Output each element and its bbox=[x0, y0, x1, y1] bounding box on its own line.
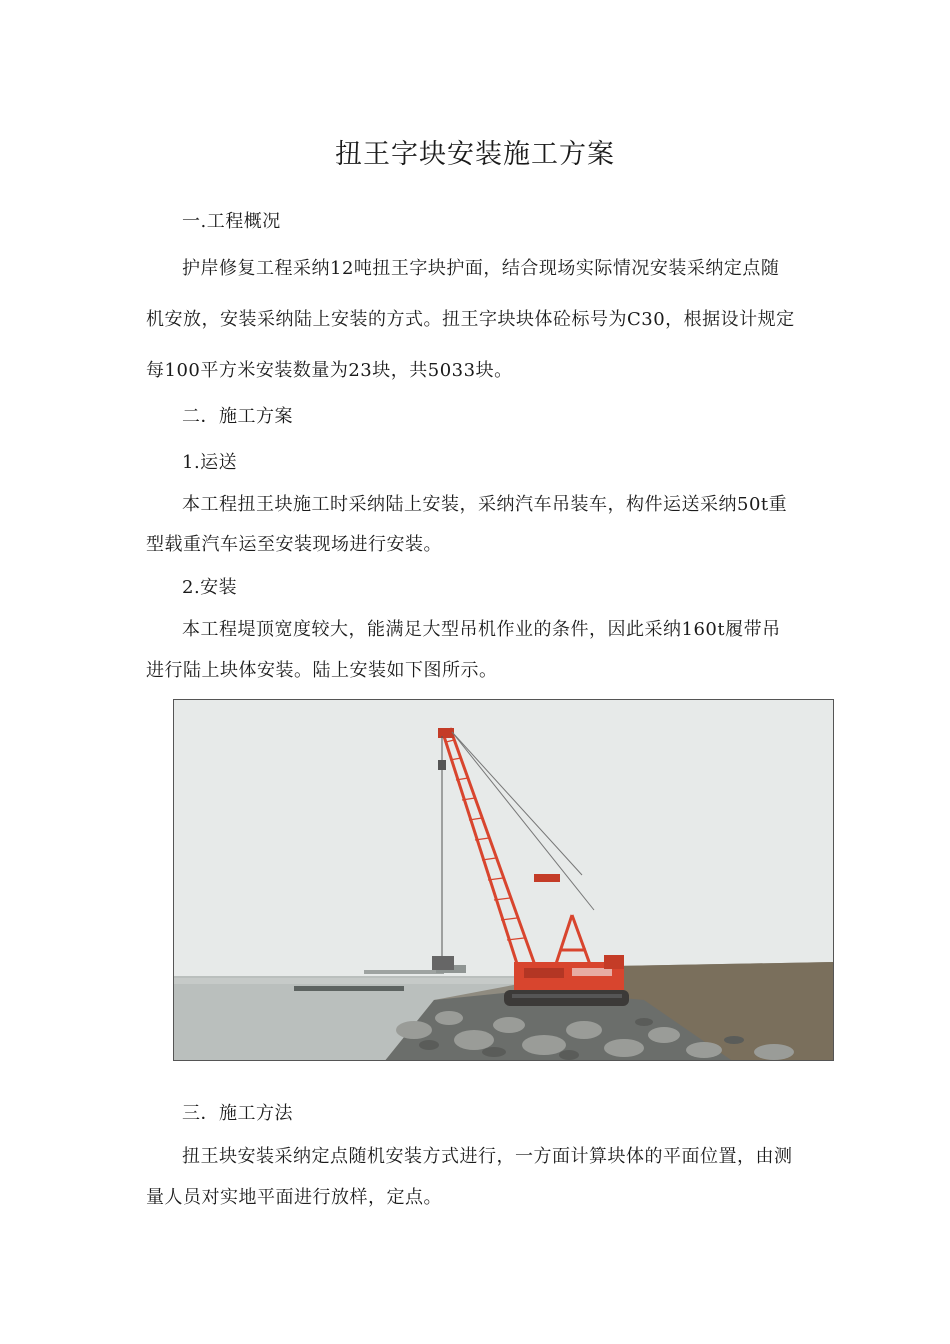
paragraph-line: 机安放，安装采纳陆上安装的方式。扭王字块块体砼标号为C30，根据设计规定 bbox=[146, 309, 795, 330]
paragraph-line: 护岸修复工程采纳12吨扭王字块护面，结合现场实际情况安装采纳定点随 bbox=[182, 258, 780, 279]
paragraph-line: 扭王块安装采纳定点随机安装方式进行，一方面计算块体的平面位置，由测 bbox=[182, 1146, 793, 1167]
subsection-transport-heading: 1.运送 bbox=[182, 452, 238, 473]
paragraph-line: 量人员对实地平面进行放样，定点。 bbox=[146, 1187, 442, 1208]
paragraph-line: 型载重汽车运至安装现场进行安装。 bbox=[146, 534, 442, 555]
section-2-heading: 二．施工方案 bbox=[182, 406, 293, 427]
paragraph-line: 进行陆上块体安装。陆上安装如下图所示。 bbox=[146, 660, 498, 681]
section-1-heading: 一.工程概况 bbox=[182, 211, 281, 232]
paragraph-line: 每100平方米安装数量为23块，共5033块。 bbox=[146, 360, 513, 381]
paragraph-line: 本工程扭王块施工时采纳陆上安装，采纳汽车吊装车，构件运送采纳50t重 bbox=[182, 494, 788, 515]
subsection-install-heading: 2.安装 bbox=[182, 577, 238, 598]
crane-photo bbox=[173, 699, 834, 1061]
section-3-heading: 三．施工方法 bbox=[182, 1103, 293, 1124]
page-title: 扭王字块安装施工方案 bbox=[335, 139, 615, 170]
paragraph-line: 本工程堤顶宽度较大，能满足大型吊机作业的条件，因此采纳160t履带吊 bbox=[182, 619, 781, 640]
